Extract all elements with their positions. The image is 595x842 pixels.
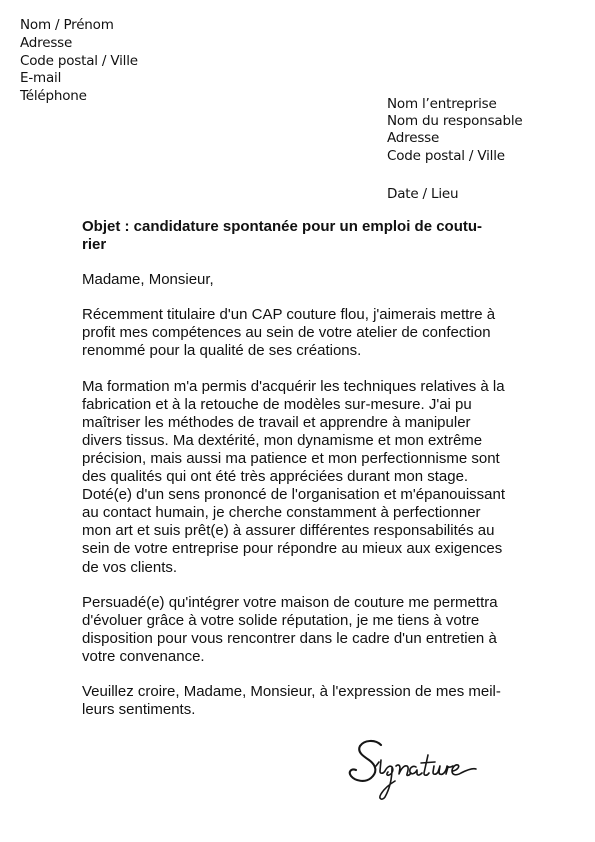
paragraph-line: Persuadé(e) qu'intégrer votre maison de couture me permettra [82, 593, 498, 611]
paragraph-line: mon art et suis prêt(e) à assurer différentes responsabilités au [82, 522, 495, 540]
sender-phone: Téléphone [20, 88, 87, 105]
paragraph-line: sein de votre entreprise pour répondre au mieux aux exigences [82, 540, 503, 558]
subject-line: Objet : candidature spontanée pour un emploi de coutu- [82, 218, 483, 235]
paragraph-line: au contact humain, je cherche constamment à perfectionner [82, 504, 481, 522]
signature-image [345, 736, 490, 802]
paragraph-line: Doté(e) d'un sens prononcé de l'organisation et m'épanouissant [82, 486, 506, 504]
paragraph-line: Ma formation m'a permis d'acquérir les techniques relatives à la [82, 377, 505, 395]
sender-address: Adresse [20, 34, 73, 51]
subject-line: rier [82, 236, 107, 254]
paragraph-line: profit mes compétences au sein de votre atelier de confection [82, 324, 491, 342]
recipient-manager: Nom du responsable [387, 113, 523, 130]
paragraph-line: renommé pour la qualité de ses créations. [82, 342, 362, 360]
paragraph-training [82, 378, 512, 577]
paragraph-closing [82, 683, 512, 719]
sender-block [20, 17, 138, 106]
sender-name: Nom / Prénom [20, 17, 114, 33]
paragraph-line: Veuillez croire, Madame, Monsieur, à l'expression de mes meil- [82, 682, 501, 700]
recipient-block [387, 96, 523, 165]
date-place: Date / Lieu [387, 186, 459, 202]
letter-body [82, 218, 512, 736]
sender-email: E-mail [20, 70, 62, 87]
letter-subject [82, 218, 512, 254]
recipient-postal-city: Code postal / Ville [387, 147, 505, 164]
paragraph-line: maîtriser les méthodes de travail et apprendre à manipuler [82, 413, 471, 431]
paragraph-line: votre convenance. [82, 647, 205, 665]
paragraph-line: leurs sentiments. [82, 701, 196, 719]
paragraph-line: fabrication et à la retouche de modèles sur-mesure. J'ai pu [82, 395, 472, 413]
paragraph-line: Récemment titulaire d'un CAP couture flou, j'aimerais mettre à [82, 306, 496, 324]
paragraph-line: disposition pour vous rencontrer dans le cadre d'un entretien à [82, 629, 497, 647]
paragraph-line: précision, mais aussi ma patience et mon perfectionnisme sont [82, 449, 500, 467]
paragraph-line: d'évoluer grâce à votre solide réputation, je me tiens à votre [82, 611, 480, 629]
paragraph-line: des qualités qui ont été très appréciées durant mon stage. [82, 468, 469, 486]
recipient-address: Adresse [387, 130, 440, 147]
sender-postal-city: Code postal / Ville [20, 52, 138, 69]
paragraph-line: de vos clients. [82, 558, 178, 576]
paragraph-intro [82, 306, 512, 360]
recipient-company: Nom l’entreprise [387, 96, 497, 112]
paragraph-motivation [82, 594, 512, 666]
salutation: Madame, Monsieur, [82, 271, 214, 289]
paragraph-line: divers tissus. Ma dextérité, mon dynamisme et mon extrême [82, 431, 483, 449]
